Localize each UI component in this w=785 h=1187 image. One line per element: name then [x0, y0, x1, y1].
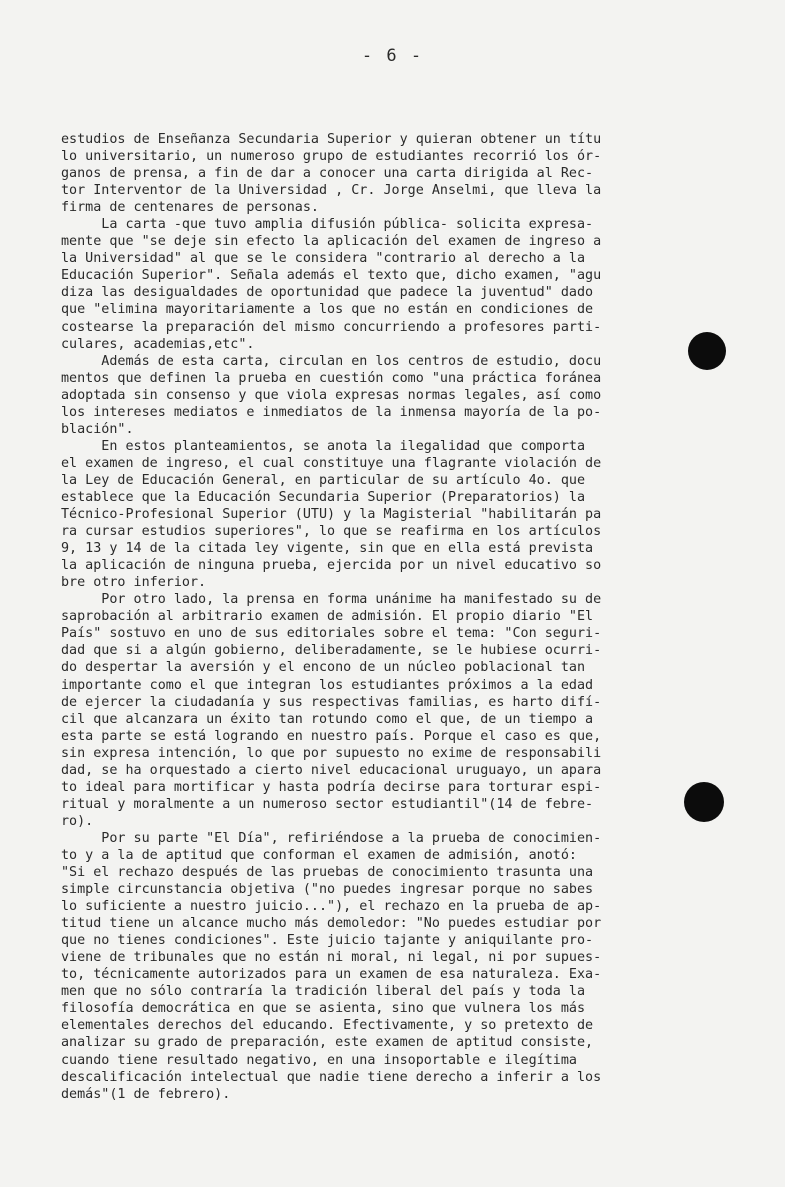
- text-line: que "elimina mayoritariamente a los que no están en condiciones de: [61, 302, 594, 318]
- text-line: sin expresa intención, lo que por supuesto no exime de responsabili: [61, 745, 602, 761]
- text-line: que no tienes condiciones". Este juicio tajante y aniquilante pro-: [61, 933, 594, 949]
- text-line: to ideal para mortificar y hasta podría decirse para torturar espi-: [61, 779, 602, 795]
- text-line: titud tiene un alcance mucho más demoledor: "No puedes estudiar por: [61, 916, 602, 932]
- text-line: mente que "se deje sin efecto la aplicación del examen de ingreso a: [61, 234, 602, 250]
- text-line: viene de tribunales que no están ni moral, ni legal, ni por supues-: [61, 950, 602, 966]
- punch-hole-bottom: [684, 782, 724, 822]
- text-line: el examen de ingreso, el cual constituye una flagrante violación de: [61, 455, 602, 471]
- text-line: culares, academias,etc".: [61, 336, 255, 352]
- text-line: de ejercer la ciudadanía y sus respectivas familias, es harto difí-: [61, 694, 602, 710]
- text-line: diza las desigualdades de oportunidad que padece la juventud" dado: [61, 285, 594, 301]
- text-line: Por otro lado, la prensa en forma unánime ha manifestado su de: [61, 592, 602, 608]
- text-line: lo suficiente a nuestro juicio..."), el rechazo en la prueba de ap-: [61, 899, 602, 915]
- text-line: demás"(1 de febrero).: [61, 1086, 231, 1102]
- text-line: Por su parte "El Día", refiriéndose a la prueba de conocimien-: [61, 830, 602, 846]
- text-line: dad que si a algún gobierno, deliberadamente, se le hubiese ocurri-: [61, 643, 602, 659]
- text-line: 9, 13 y 14 de la citada ley vigente, sin que en ella está prevista: [61, 541, 594, 557]
- text-line: Además de esta carta, circulan en los centros de estudio, docu: [61, 353, 602, 369]
- text-line: blación".: [61, 421, 134, 437]
- text-line: En estos planteamientos, se anota la ilegalidad que comporta: [61, 438, 586, 454]
- text-line: to, técnicamente autorizados para un examen de esa naturaleza. Exa-: [61, 967, 602, 983]
- text-line: simple circunstancia objetiva ("no puedes ingresar porque no sabes: [61, 882, 594, 898]
- text-line: la Universidad" al que se le considera "contrario al derecho a la: [61, 251, 586, 267]
- text-line: do despertar la aversión y el encono de un núcleo poblacional tan: [61, 660, 586, 676]
- text-line: ganos de prensa, a fin de dar a conocer una carta dirigida al Rec-: [61, 166, 594, 182]
- text-line: ro).: [61, 813, 94, 829]
- text-line: Educación Superior". Señala además el texto que, dicho examen, "agu: [61, 268, 602, 284]
- text-line: La carta -que tuvo amplia difusión pública- solicita expresa-: [61, 217, 594, 233]
- text-line: saprobación al arbitrario examen de admisión. El propio diario "El: [61, 609, 594, 625]
- text-line: los intereses mediatos e inmediatos de la inmensa mayoría de la po-: [61, 404, 602, 420]
- text-line: filosofía democrática en que se asienta, sino que vulnera los más: [61, 1001, 586, 1017]
- text-line: firma de centenares de personas.: [61, 200, 319, 216]
- text-line: estudios de Enseñanza Secundaria Superior y quieran obtener un títu: [61, 132, 602, 147]
- text-line: to y a la de aptitud que conforman el examen de admisión, anotó:: [61, 847, 577, 863]
- text-line: lo universitario, un numeroso grupo de estudiantes recorrió los ór-: [61, 149, 602, 165]
- punch-hole-top: [688, 332, 726, 370]
- text-line: importante como el que integran los estudiantes próximos a la edad: [61, 677, 594, 693]
- text-line: ritual y moralmente a un numeroso sector estudiantil"(14 de febre-: [61, 796, 594, 812]
- document-body: [61, 131, 751, 1103]
- text-line: adoptada sin consenso y que viola expresas normas legales, así como: [61, 387, 602, 403]
- text-line: Técnico-Profesional Superior (UTU) y la Magisterial "habilitarán pa: [61, 507, 602, 523]
- text-line: bre otro inferior.: [61, 575, 207, 591]
- text-line: la Ley de Educación General, en particular de su artículo 4o. que: [61, 472, 586, 488]
- text-line: País" sostuvo en uno de sus editoriales sobre el tema: "Con seguri-: [61, 626, 602, 642]
- text-line: establece que la Educación Secundaria Superior (Preparatorios) la: [61, 489, 586, 505]
- text-line: costearse la preparación del mismo concurriendo a profesores parti-: [61, 319, 602, 335]
- text-line: elementales derechos del educando. Efectivamente, y so pretexto de: [61, 1018, 594, 1034]
- text-line: dad, se ha orquestado a cierto nivel educacional uruguayo, un apara: [61, 762, 602, 778]
- text-line: mentos que definen la prueba en cuestión como "una práctica foránea: [61, 370, 602, 386]
- text-line: ra cursar estudios superiores", lo que se reafirma en los artículos: [61, 524, 602, 540]
- text-line: la aplicación de ninguna prueba, ejercida por un nivel educativo so: [61, 558, 602, 574]
- text-line: descalificación intelectual que nadie tiene derecho a inferir a los: [61, 1069, 602, 1085]
- page-number: - 6 -: [361, 46, 424, 66]
- text-line: esta parte se está logrando en nuestro país. Porque el caso es que,: [61, 728, 602, 744]
- text-line: cil que alcanzara un éxito tan rotundo como el que, de un tiempo a: [61, 711, 594, 727]
- text-line: cuando tiene resultado negativo, en una insoportable e ilegítima: [61, 1052, 577, 1068]
- text-line: men que no sólo contraría la tradición liberal del país y toda la: [61, 984, 586, 1000]
- text-line: tor Interventor de la Universidad , Cr. Jorge Anselmi, que lleva la: [61, 183, 602, 199]
- text-line: analizar su grado de preparación, este examen de aptitud consiste,: [61, 1035, 594, 1051]
- text-line: "Si el rechazo después de las pruebas de conocimiento trasunta una: [61, 865, 594, 881]
